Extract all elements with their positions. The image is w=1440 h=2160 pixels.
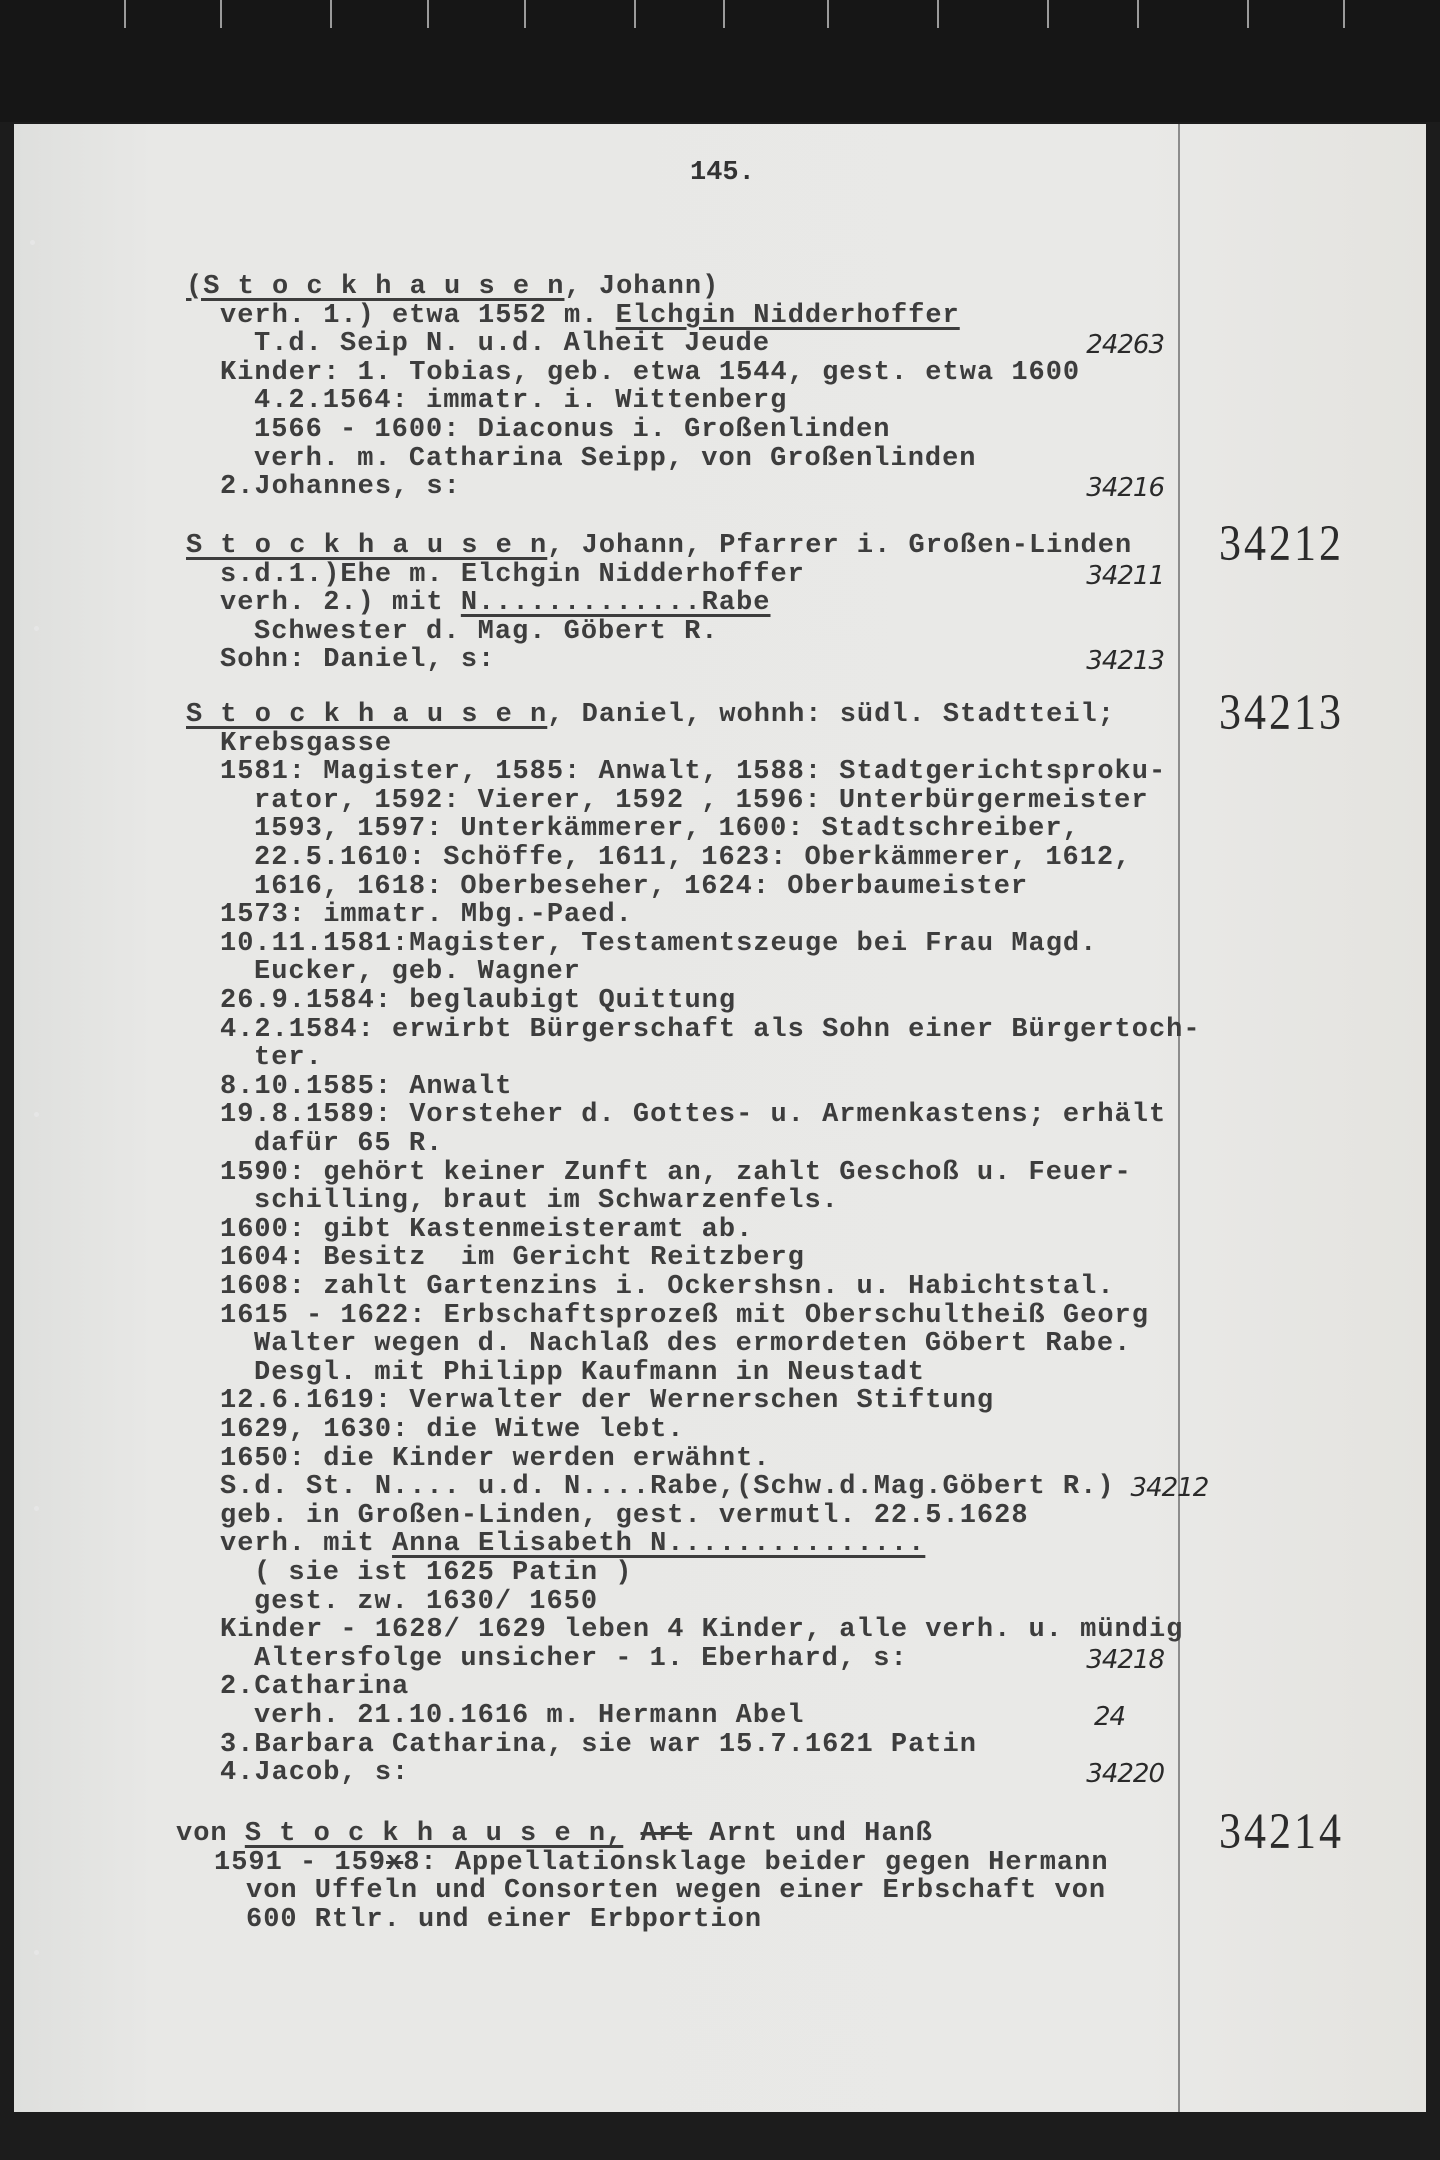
line-text: Walter wegen d. Nachlaß des ermordeten Göbert Rabe. <box>254 1329 1132 1360</box>
line-text <box>623 1819 640 1849</box>
line-text: 1608: zahlt Gartenzins i. Ockershsn. u. Habichtstal. <box>220 1272 1115 1302</box>
text-line <box>220 1502 1029 1530</box>
line-text: 19.8.1589: Vorsteher d. Gottes- u. Armenkastens; erhält <box>220 1100 1167 1131</box>
handwritten-reference: 34220 <box>1086 1759 1164 1790</box>
text-line <box>220 1387 994 1415</box>
text-line <box>220 1473 1115 1501</box>
text-line <box>254 787 1149 815</box>
line-text: Kinder - 1628/ 1629 leben 4 Kinder, alle verh. u. mündig <box>220 1615 1184 1646</box>
line-text: verh. 1.) etwa 1552 m. <box>220 300 616 331</box>
text-line <box>254 1187 839 1215</box>
line-text: verh. 2.) mit <box>220 588 461 619</box>
text-line <box>220 302 960 330</box>
text-line <box>220 1073 512 1101</box>
line-text: verh. mit <box>220 1529 393 1560</box>
line-text: Krebsgasse <box>220 728 393 759</box>
line-text: 1581: Magister, 1585: Anwalt, 1588: Stadtgerichtsproku- <box>220 757 1167 788</box>
text-line <box>220 1445 770 1473</box>
underlined-text: S t o c k h a u s e n, <box>244 1819 624 1849</box>
line-text: 4.2.1584: erwirbt Bürgerschaft als Sohn einer Bürgertoch- <box>220 1014 1201 1045</box>
line-text: 12.6.1619: Verwalter der Wernerschen Stiftung <box>220 1386 995 1417</box>
line-text: geb. in Großen-Linden, gest. vermutl. 22.5.1628 <box>220 1500 1029 1531</box>
stamped-record-number: 34214 <box>1219 1803 1344 1860</box>
text-line <box>220 561 805 589</box>
line-text: T.d. Seip N. u.d. Alheit Jeude <box>254 329 771 360</box>
handwritten-reference: 34216 <box>1086 473 1164 504</box>
line-text: 1629, 1630: die Witwe lebt. <box>220 1415 685 1445</box>
line-text: 1600: gibt Kastenmeisteramt ab. <box>220 1214 754 1245</box>
text-line <box>220 1159 1132 1187</box>
text-line <box>220 1416 684 1444</box>
text-line <box>254 1645 908 1673</box>
handwritten-reference: 24 <box>1094 1702 1126 1732</box>
line-text: Arnt und Hanß <box>692 1819 933 1849</box>
punch-hole <box>34 1112 39 1117</box>
struck-text: x <box>386 1847 404 1878</box>
struck-text: Art <box>640 1819 693 1849</box>
ruler-tick <box>330 0 332 28</box>
line-text: , Johann, Pfarrer i. Großen-Linden <box>547 531 1133 561</box>
line-text: von Uffeln und Consorten wegen einer Erbschaft von <box>246 1876 1107 1907</box>
line-text: 2.Johannes, s: <box>220 472 461 503</box>
underlined-text: Elchgin Nidderhoffer <box>615 300 960 331</box>
text-line <box>186 273 719 301</box>
line-text: 8: Appellationsklage beider gegen Hermann <box>403 1847 1109 1878</box>
punch-hole <box>34 1950 39 1955</box>
page-number: 145. <box>690 158 755 188</box>
handwritten-reference: 34211 <box>1086 560 1164 591</box>
line-text: verh. 21.10.1616 m. Hermann Abel <box>254 1701 805 1731</box>
line-text: rator, 1592: Vierer, 1592 , 1596: Unterbürgermeister <box>254 785 1149 816</box>
text-line <box>254 1359 925 1387</box>
line-text: Kinder: 1. Tobias, geb. etwa 1544, gest. etwa 1600 <box>220 357 1081 388</box>
text-line <box>254 1330 1131 1358</box>
text-line <box>254 1702 804 1730</box>
text-line <box>220 987 736 1015</box>
text-line <box>220 1101 1166 1129</box>
ruler-tick <box>1047 0 1049 28</box>
ruler-tick <box>634 0 636 28</box>
text-line <box>220 1216 753 1244</box>
line-text: 600 Rtlr. und einer Erbportion <box>246 1904 763 1935</box>
stamped-record-number: 34212 <box>1219 515 1344 572</box>
underlined-text: N.............Rabe <box>460 588 771 619</box>
handwritten-reference: 24263 <box>1086 330 1164 361</box>
punch-hole <box>34 1506 39 1511</box>
line-text: von <box>176 1819 245 1849</box>
handwritten-reference: 34213 <box>1086 646 1164 677</box>
text-line <box>254 1559 632 1587</box>
text-line <box>220 1616 1183 1644</box>
line-text: verh. m. Catharina Seipp, von Großenlinden <box>254 443 977 474</box>
line-text: 8.10.1585: Anwalt <box>220 1071 513 1102</box>
margin-rule <box>1178 124 1180 2112</box>
line-text: 10.11.1581:Magister, Testamentszeuge bei Frau Magd. <box>220 928 1098 959</box>
line-text: Eucker, geb. Wagner <box>254 957 581 988</box>
line-text: Altersfolge unsicher - 1. Eberhard, s: <box>254 1643 908 1674</box>
text-line <box>220 646 495 674</box>
line-text: 4.Jacob, s: <box>220 1758 410 1789</box>
line-text: 1590: gehört keiner Zunft an, zahlt Geschoß u. Feuer- <box>220 1157 1132 1188</box>
line-text: 1650: die Kinder werden erwähnt. <box>220 1443 771 1474</box>
text-line <box>220 1731 977 1759</box>
ruler-tick <box>937 0 939 28</box>
text-line <box>220 1759 409 1787</box>
text-line <box>254 416 891 444</box>
ruler-tick <box>524 0 526 28</box>
text-line <box>220 1673 409 1701</box>
line-text: Desgl. mit Philipp Kaufmann in Neustadt <box>254 1357 925 1388</box>
line-text: 2.Catharina <box>220 1672 410 1703</box>
line-text: 3.Barbara Catharina, sie war 15.7.1621 Patin <box>220 1729 977 1760</box>
line-text: Sohn: Daniel, s: <box>220 645 496 676</box>
text-line <box>246 1906 762 1934</box>
text-line <box>254 445 977 473</box>
ruler-tick <box>220 0 222 28</box>
stamped-record-number: 34213 <box>1219 684 1344 741</box>
line-text: , Daniel, wohnh: südl. Stadtteil; <box>547 700 1115 730</box>
text-line <box>254 958 581 986</box>
ruler-tick <box>1343 0 1345 28</box>
text-line <box>254 618 718 646</box>
text-line <box>220 730 392 758</box>
text-line <box>254 1130 443 1158</box>
line-text: s.d.1.)Ehe m. Elchgin Nidderhoffer <box>220 559 805 590</box>
line-text: dafür 65 R. <box>254 1129 444 1159</box>
handwritten-reference: 34212 <box>1130 1473 1209 1504</box>
text-line <box>220 1244 805 1272</box>
text-line <box>186 701 1115 729</box>
text-line <box>254 1588 598 1616</box>
text-line <box>220 758 1166 786</box>
line-text: Schwester d. Mag. Göbert R. <box>254 616 719 647</box>
text-line <box>254 330 770 358</box>
line-text: 1573: immatr. Mbg.-Paed. <box>220 900 633 931</box>
text-line <box>176 1820 933 1848</box>
text-line <box>254 815 1080 843</box>
text-line <box>254 1044 323 1072</box>
handwritten-reference: 34218 <box>1086 1644 1164 1675</box>
scanner-ruler <box>0 0 1440 122</box>
line-text: , Johann) <box>564 272 720 302</box>
line-text: 26.9.1584: beglaubigt Quittung <box>220 986 737 1016</box>
line-text: schilling, braut im Schwarzenfels. <box>254 1186 839 1217</box>
punch-hole <box>30 240 35 245</box>
text-line <box>254 873 1028 901</box>
underlined-text: S t o c k h a u s e n <box>186 531 548 561</box>
ruler-tick <box>124 0 126 28</box>
underlined-text: Anna Elisabeth N............... <box>392 1529 926 1560</box>
line-text: ter. <box>254 1043 323 1074</box>
text-line <box>220 589 771 617</box>
text-line <box>220 1273 1115 1301</box>
underlined-text: S t o c k h a u s e n <box>186 700 548 730</box>
line-text: 1593, 1597: Unterkämmerer, 1600: Stadtschreiber, <box>254 814 1080 845</box>
line-text: 1566 - 1600: Diaconus i. Großenlinden <box>254 415 891 445</box>
ruler-tick <box>1247 0 1249 28</box>
line-text: 22.5.1610: Schöffe, 1611, 1623: Oberkämmerer, 1612, <box>254 843 1132 873</box>
text-line <box>220 359 1080 387</box>
punch-hole <box>34 626 39 631</box>
text-line <box>246 1877 1106 1905</box>
line-text: S.d. St. N.... u.d. N....Rabe,(Schw.d.Mag.Göbert R.) <box>220 1472 1115 1503</box>
underlined-text: (S t o c k h a u s e n <box>186 272 565 302</box>
text-line <box>220 930 1097 958</box>
line-text: 1616, 1618: Oberbeseher, 1624: Oberbaumeister <box>254 871 1029 902</box>
line-text: gest. zw. 1630/ 1650 <box>254 1586 599 1617</box>
text-line <box>220 1302 1149 1330</box>
text-line <box>214 1849 1109 1877</box>
document-page <box>14 124 1426 2112</box>
text-line <box>220 1530 925 1558</box>
text-line <box>186 532 1132 560</box>
line-text: 1591 - 159 <box>214 1847 387 1878</box>
ruler-tick <box>1137 0 1139 28</box>
text-line <box>220 473 461 501</box>
text-line <box>254 387 787 415</box>
line-text: 4.2.1564: immatr. i. Wittenberg <box>254 386 788 417</box>
ruler-tick <box>827 0 829 28</box>
line-text: ( sie ist 1625 Patin ) <box>254 1558 633 1588</box>
text-line <box>220 1016 1201 1044</box>
text-line <box>254 844 1131 872</box>
ruler-tick <box>723 0 725 28</box>
line-text: 1615 - 1622: Erbschaftsprozeß mit Oberschultheiß Georg <box>220 1300 1149 1331</box>
text-line <box>220 901 633 929</box>
ruler-tick <box>427 0 429 28</box>
line-text: 1604: Besitz im Gericht Reitzberg <box>220 1243 805 1274</box>
